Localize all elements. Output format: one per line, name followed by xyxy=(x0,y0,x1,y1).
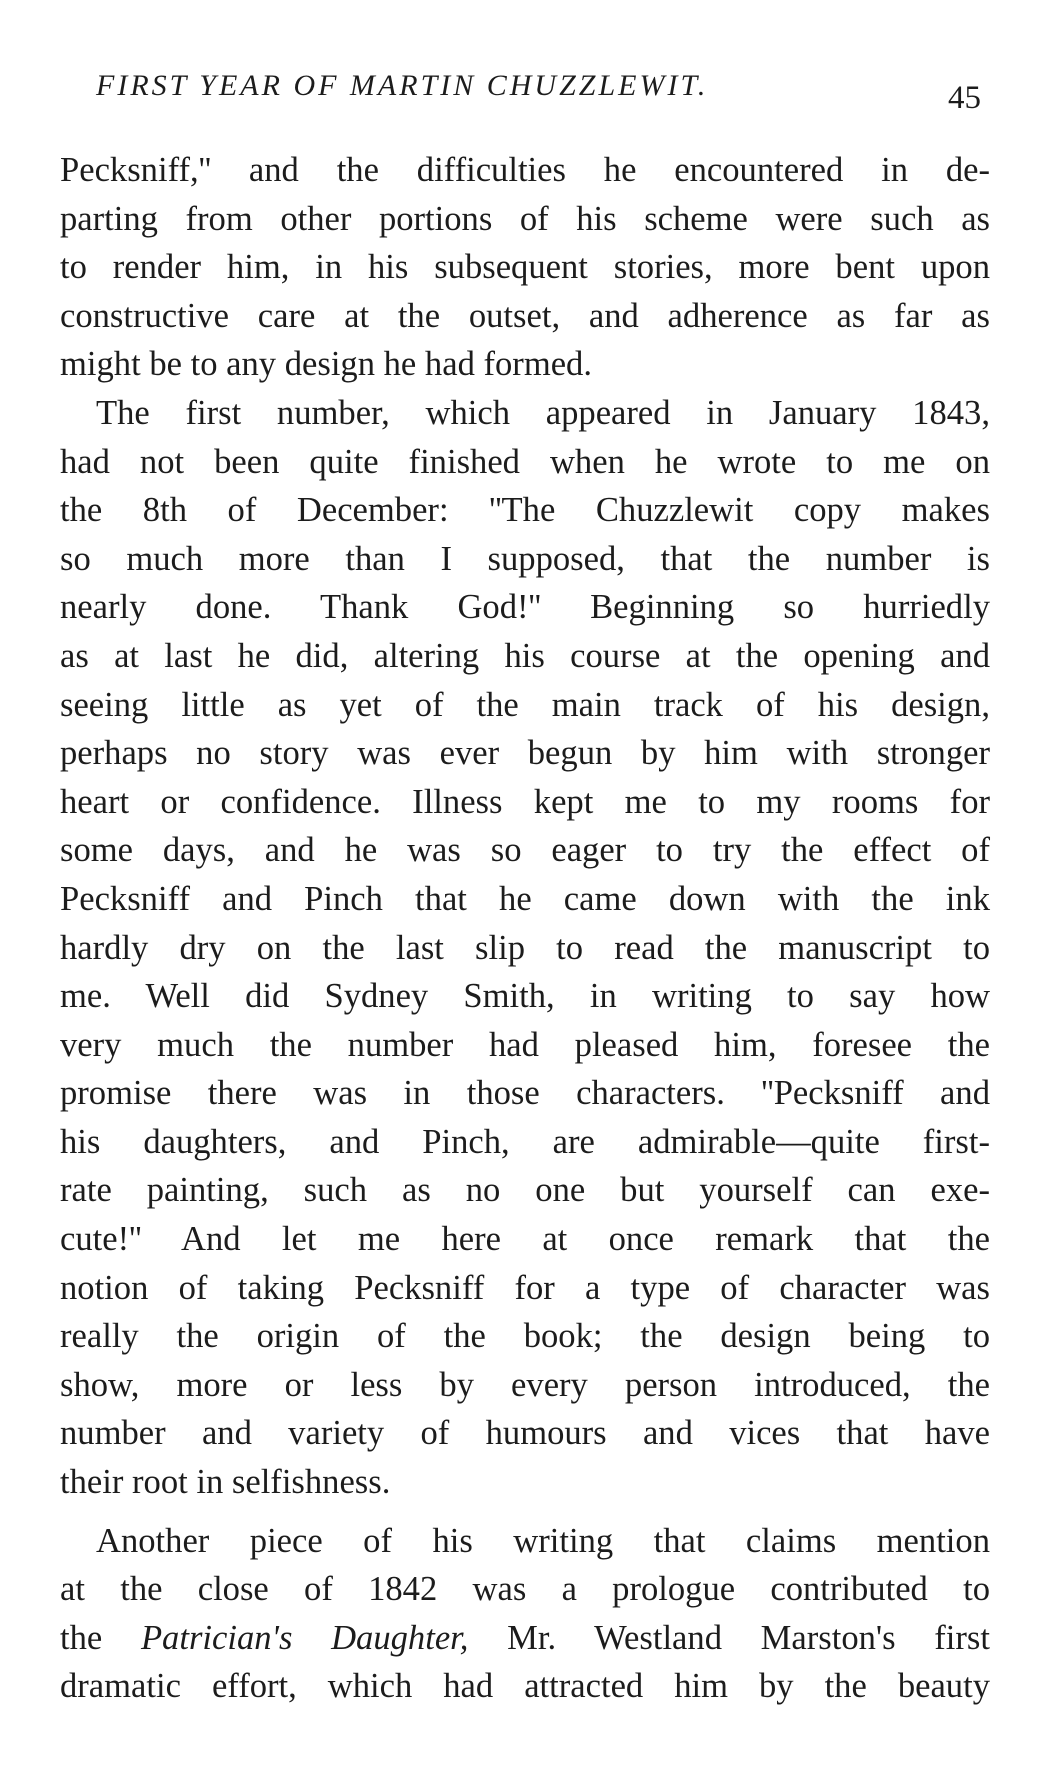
paragraph-gap xyxy=(60,1507,990,1517)
text-line: their root in selfishness. xyxy=(60,1463,391,1502)
running-title: FIRST YEAR OF MARTIN CHUZZLEWIT. xyxy=(96,69,709,102)
paragraph-1 xyxy=(60,146,990,389)
text-line: as at last he did, altering his course at the opening and xyxy=(60,636,990,675)
text-line xyxy=(60,1614,990,1663)
paragraph-2 xyxy=(60,389,990,1507)
text-line: seeing little as yet of the main track of his design, xyxy=(60,685,990,724)
text-fragment: the xyxy=(60,1618,141,1657)
text-line: The first number, which appeared in January 1843, xyxy=(96,393,990,432)
text-line: parting from other portions of his scheme were such as xyxy=(60,199,990,238)
text-line: perhaps no story was ever begun by him with stronger xyxy=(60,734,990,773)
text-line: Pecksniff and Pinch that he came down with the ink xyxy=(60,879,990,918)
page-number: 45 xyxy=(948,80,981,116)
running-head xyxy=(96,66,996,126)
text-line: cute!'' And let me here at once remark that the xyxy=(60,1220,990,1259)
text-line: rate painting, such as no one but yourself can exe- xyxy=(60,1171,990,1210)
text-line: might be to any design he had formed. xyxy=(60,345,592,384)
text-line: the 8th of December: ''The Chuzzlewit copy makes xyxy=(60,491,990,530)
text-line: his daughters, and Pinch, are admirable—quite first- xyxy=(60,1122,990,1161)
text-line: really the origin of the book; the design being to xyxy=(60,1317,990,1356)
text-line: number and variety of humours and vices that have xyxy=(60,1414,990,1453)
play-title: Patrician's Daughter, xyxy=(140,1618,469,1657)
text-line: me. Well did Sydney Smith, in writing to say how xyxy=(60,977,990,1016)
text-line: had not been quite finished when he wrote to me on xyxy=(60,442,990,481)
paragraph-3 xyxy=(60,1517,990,1711)
text-line: hardly dry on the last slip to read the manuscript to xyxy=(60,928,990,967)
text-line: heart or confidence. Illness kept me to my rooms for xyxy=(60,782,990,821)
text-line: some days, and he was so eager to try the effect of xyxy=(60,831,990,870)
text-line: show, more or less by every person introduced, the xyxy=(60,1365,990,1404)
text-line: nearly done. Thank God!'' Beginning so hurriedly xyxy=(60,588,990,627)
text-line: constructive care at the outset, and adherence as far as xyxy=(60,296,990,335)
text-line: very much the number had pleased him, foresee the xyxy=(60,1025,990,1064)
text-line: Pecksniff,'' and the difficulties he encountered in de- xyxy=(60,151,990,189)
text-line: Another piece of his writing that claims mention xyxy=(96,1521,990,1560)
text-fragment: Mr. Westland Marston's first xyxy=(468,1618,990,1657)
text-line: at the close of 1842 was a prologue contributed to xyxy=(60,1570,990,1609)
text-line: dramatic effort, which had attracted him by the beauty xyxy=(60,1667,990,1706)
body-text xyxy=(60,146,990,1711)
text-line: so much more than I supposed, that the number is xyxy=(60,539,990,578)
text-line: notion of taking Pecksniff for a type of character was xyxy=(60,1268,990,1307)
text-line: to render him, in his subsequent stories, more bent upon xyxy=(60,248,990,287)
text-line: promise there was in those characters. ''Pecksniff and xyxy=(60,1074,990,1113)
